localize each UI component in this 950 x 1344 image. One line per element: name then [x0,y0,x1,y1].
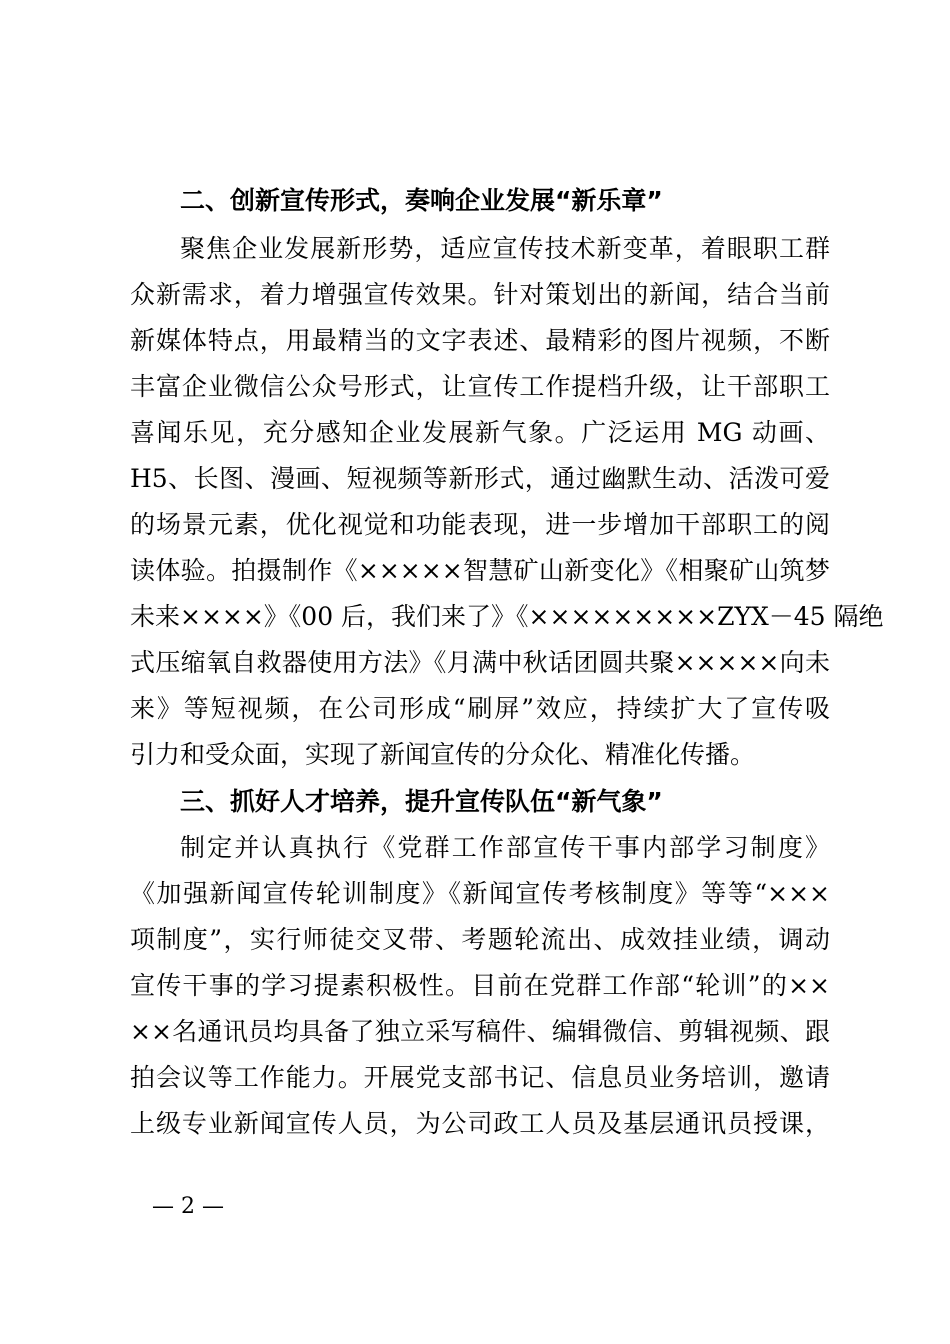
section-2-line: 聚焦企业发展新形势，适应宣传技术新变革，着眼职工群 [180,234,830,263]
section-2-heading: 二、创新宣传形式，奏响企业发展“新乐章” [180,186,663,215]
section-2-line: 读体验。拍摄制作《×××××智慧矿山新变化》《相聚矿山筑梦 [130,556,830,585]
page-number: — 2 — [152,1194,224,1219]
section-2-line: 来》等短视频，在公司形成“刷屏”效应，持续扩大了宣传吸 [130,694,830,723]
section-3-line: 项制度”，实行师徒交叉带、考题轮流出、成效挂业绩，调动 [130,925,830,954]
section-2-line: 众新需求，着力增强宣传效果。针对策划出的新闻，结合当前 [130,280,830,309]
section-2-line: 的场景元素，优化视觉和功能表现，进一步增加干部职工的阅 [130,510,830,539]
section-2-line: 式压缩氧自救器使用方法》《月满中秋话团圆共聚×××××向未 [130,648,830,677]
section-2-line: 新媒体特点，用最精当的文字表述、最精彩的图片视频，不断 [130,326,830,355]
section-2-line: 引力和受众面，实现了新闻宣传的分众化、精准化传播。 [130,740,756,769]
section-2-line: H5、长图、漫画、短视频等新形式，通过幽默生动、活泼可爱 [130,464,830,493]
section-2-line: 未来××××》《00 后，我们来了》《×××××××××ZYX－45 隔绝 [130,602,884,631]
section-3-heading: 三、抓好人才培养，提升宣传队伍“新气象” [180,787,663,816]
section-3-line: 制定并认真执行《党群工作部宣传干事内部学习制度》 [180,833,830,862]
section-3-line: 《加强新闻宣传轮训制度》《新闻宣传考核制度》等等“××× [130,879,830,908]
section-3-line: 上级专业新闻宣传人员，为公司政工人员及基层通讯员授课， [130,1109,830,1138]
section-3-line: 宣传干事的学习提素积极性。目前在党群工作部“轮训”的×× [130,971,830,1000]
section-2-line: 喜闻乐见，充分感知企业发展新气象。广泛运用 MG 动画、 [130,418,830,447]
section-3-line: ××名通讯员均具备了独立采写稿件、编辑微信、剪辑视频、跟 [130,1017,830,1046]
section-2-line: 丰富企业微信公众号形式，让宣传工作提档升级，让干部职工 [130,372,830,401]
section-3-line: 拍会议等工作能力。开展党支部书记、信息员业务培训，邀请 [130,1063,830,1092]
